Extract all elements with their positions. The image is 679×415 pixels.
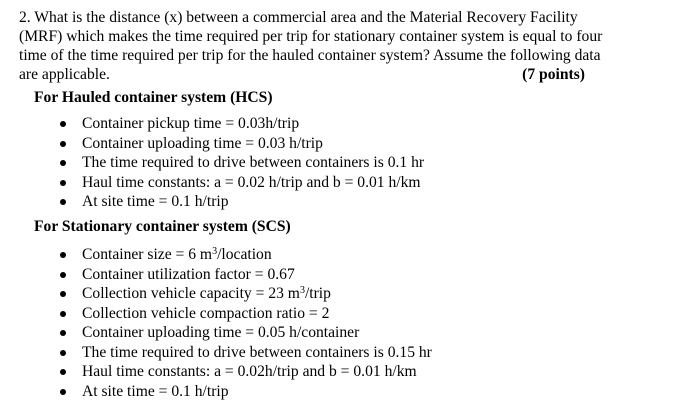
bullet-icon: [60, 311, 66, 317]
points-label: (7 points): [522, 66, 585, 83]
list-item-text: At site time = 0.1 h/trip: [82, 382, 229, 400]
list-item-text: Haul time constants: a = 0.02 h/trip and b = 0.01 h/km: [82, 173, 421, 191]
bullet-icon: [60, 369, 66, 375]
list-item-text: The time required to drive between containers is 0.1 hr: [82, 154, 425, 171]
superscript-3: 3: [299, 285, 305, 296]
scs-heading: For Stationary container system (SCS): [34, 218, 291, 235]
list-item-text: Haul time constants: a = 0.02h/trip and b = 0.01 h/km: [82, 363, 417, 380]
bullet-icon: [60, 330, 66, 336]
capacity-text: Collection vehicle capacity = 23 m: [82, 285, 300, 302]
question-last-line: [19, 65, 585, 84]
list-item-text: Container utilization factor = 0.67: [82, 265, 295, 283]
bullet-icon: [60, 272, 66, 278]
question-line: are applicable.: [19, 66, 110, 83]
list-item-text: At site time = 0.1 h/trip: [82, 193, 229, 210]
list-item-text: Container uploading time = 0.03 h/trip: [82, 134, 323, 152]
bullet-icon: [60, 291, 66, 297]
bullet-icon: [60, 141, 66, 147]
list-item-text: Collection vehicle compaction ratio = 2: [82, 304, 330, 322]
bullet-icon: [60, 180, 66, 186]
container-size-unit: /location: [217, 246, 272, 263]
question-paragraph: [19, 8, 647, 84]
bullet-icon: [60, 389, 66, 395]
list-item-text: [82, 284, 331, 304]
hcs-heading: For Hauled container system (HCS): [34, 89, 273, 106]
bullet-icon: [60, 252, 66, 258]
container-size-text: Container size = 6 m: [82, 246, 213, 263]
question-line: (MRF) which makes the time required per trip for stationary container system is equal to four: [19, 28, 603, 45]
superscript-3: 3: [212, 246, 218, 257]
bullet-icon: [60, 121, 66, 127]
list-item-text: The time required to drive between containers is 0.15 hr: [82, 343, 432, 361]
list-item-text: [82, 245, 272, 265]
bullet-icon: [60, 199, 66, 205]
bullet-icon: [60, 350, 66, 356]
list-item-text: Container uploading time = 0.05 h/container: [82, 324, 360, 341]
question-line: 2. What is the distance (x) between a commercial area and the Material Recovery Facility: [19, 9, 578, 26]
question-line: time of the time required per trip for the hauled container system? Assume the following data: [19, 47, 601, 64]
bullet-icon: [60, 160, 66, 166]
capacity-unit: /trip: [304, 285, 331, 302]
list-item-text: Container pickup time = 0.03h/trip: [82, 115, 300, 132]
